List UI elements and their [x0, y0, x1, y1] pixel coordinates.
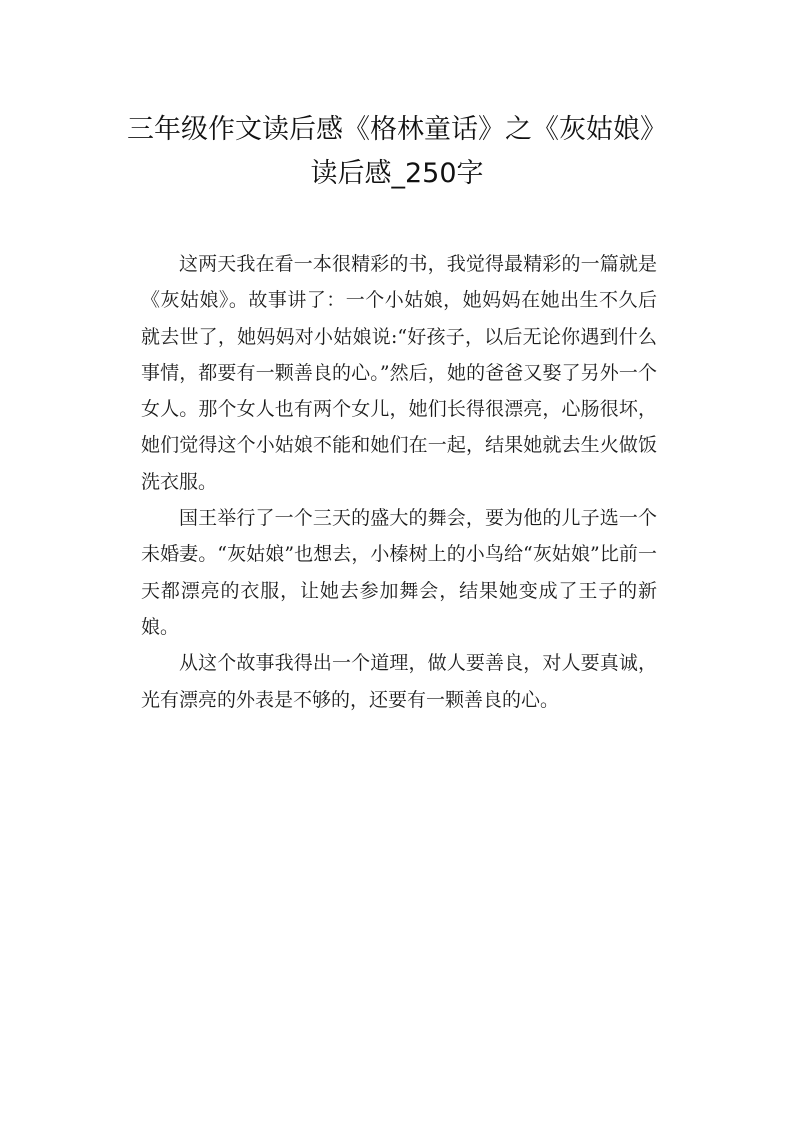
document-body	[141, 246, 657, 718]
document-title: 三年级作文读后感《格林童话》之《灰姑娘》读后感_250字	[127, 114, 667, 189]
paragraph-1: 这两天我在看一本很精彩的书，我觉得最精彩的一篇就是《灰姑娘》。故事讲了：一个小姑娘，她妈妈在她出生不久后就去世了，她妈妈对小姑娘说:“好孩子，以后无论你遇到什么事情，都要有一颗善良的心。”然后，她的爸爸又娶了另外一个女人。那个女人也有两个女儿，她们长得很漂亮，心肠很坏，她们觉得这个小姑娘不能和她们在一起，结果她就去生火做饭洗衣服。	[141, 253, 657, 493]
paragraph-2: 国王举行了一个三天的盛大的舞会，要为他的儿子选一个未婚妻。“灰姑娘”也想去，小榛树上的小鸟给“灰姑娘”比前一天都漂亮的衣服，让她去参加舞会，结果她变成了王子的新娘。	[141, 507, 657, 638]
paragraph-3: 从这个故事我得出一个道理，做人要善良，对人要真诚，光有漂亮的外表是不够的，还要有一颗善良的心。	[141, 652, 657, 711]
